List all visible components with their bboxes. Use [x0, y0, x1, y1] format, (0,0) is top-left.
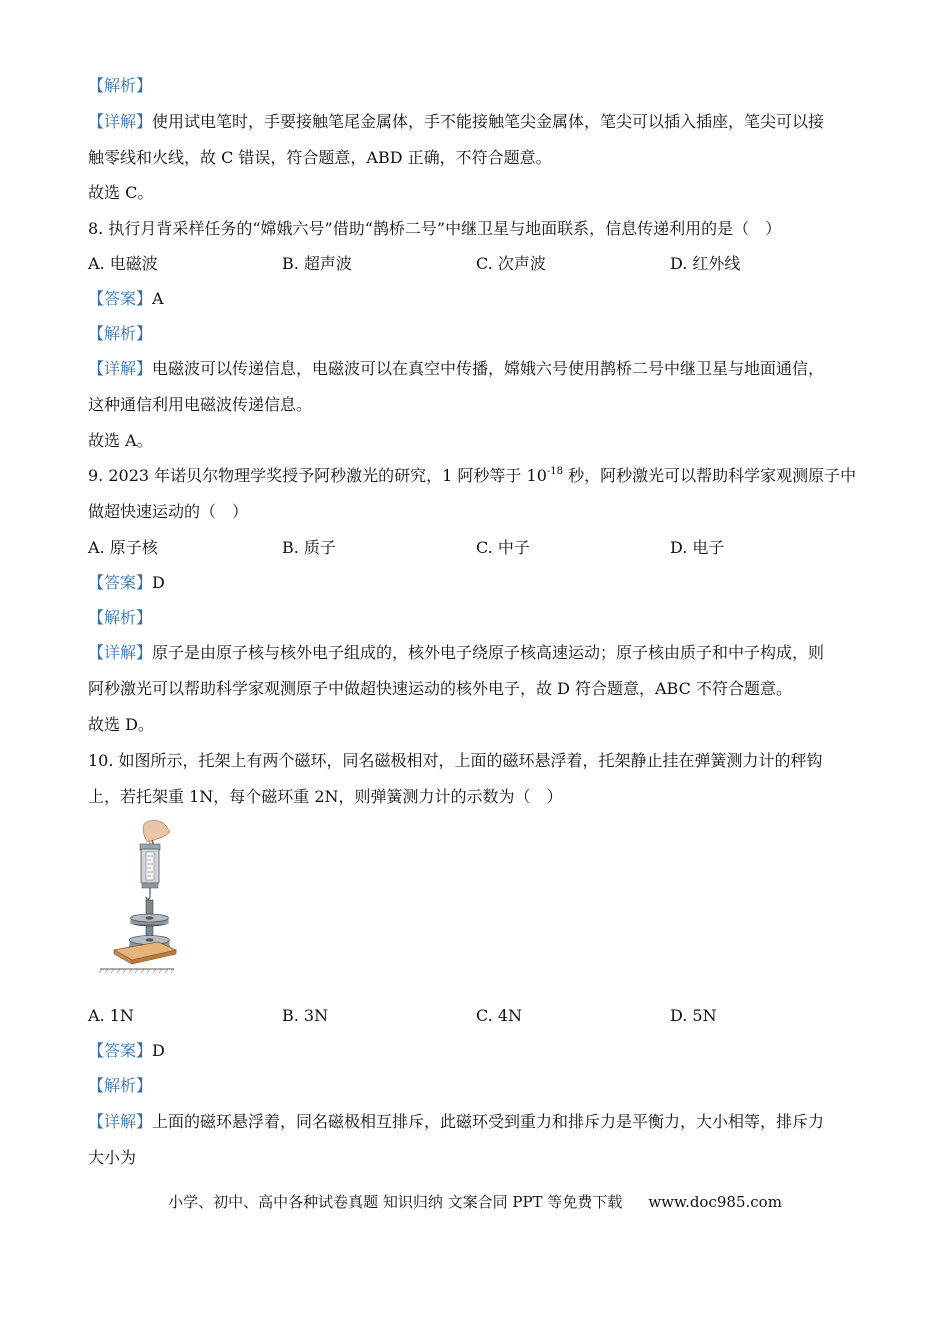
- q7-detail-text-1: 使用试电笔时，手要接触笔尾金属体，手不能接触笔尖金属体，笔尖可以插入插座，笔尖可以接: [152, 112, 825, 131]
- q9-choice: 故选 D。: [88, 715, 154, 734]
- q8-answer-tag: 【答案】: [88, 289, 153, 308]
- footer-text: 小学、初中、高中各种试卷真题 知识归纳 文案合同 PPT 等免费下载: [168, 1193, 623, 1211]
- q7-detail-tag: 【详解】: [88, 112, 153, 131]
- hand-illustration: [143, 820, 170, 844]
- q10-option-c: C. 4N: [476, 1006, 523, 1025]
- q9-detail-line-2: 阿秒激光可以帮助科学家观测原子中做超快速运动的核外电子，故 D 符合题意，ABC 不符合题意。: [88, 679, 792, 698]
- q9-option-d: D. 电子: [670, 538, 725, 557]
- q8-option-b: B. 超声波: [282, 254, 352, 273]
- q10-stem-line-1: 10. 如图所示，托架上有两个磁环，同名磁极相对，上面的磁环悬浮着，托架静止挂在弹簧测力计的秤钩: [88, 751, 823, 770]
- q10-answer-line: [88, 1040, 165, 1062]
- page-footer: [0, 1191, 950, 1212]
- q8-option-d: D. 红外线: [670, 254, 741, 273]
- q9-stem-part-1: 9. 2023 年诺贝尔物理学奖授予阿秒激光的研究，1 阿秒等于 10: [88, 466, 547, 485]
- q7-choice: 故选 C。: [88, 183, 154, 202]
- q10-option-b: B. 3N: [282, 1006, 329, 1025]
- q9-detail-text-1: 原子是由原子核与核外电子组成的，核外电子绕原子核高速运动；原子核由质子和中子构成，则: [152, 643, 825, 662]
- q9-detail-line-1: [88, 642, 824, 664]
- q9-answer-line: [88, 572, 165, 594]
- q8-choice: 故选 A。: [88, 431, 153, 450]
- q10-option-a: A. 1N: [88, 1006, 134, 1025]
- q9-stem-part-2: 秒，阿秒激光可以帮助科学家观测原子中: [562, 466, 857, 485]
- upper-magnet-ring: [131, 914, 169, 926]
- q7-analysis-tag: 【解析】: [88, 76, 153, 95]
- ground-line: [99, 969, 174, 973]
- q9-answer-tag: 【答案】: [88, 573, 153, 592]
- q8-option-a: A. 电磁波: [88, 254, 158, 273]
- q9-stem-exponent: -18: [546, 466, 563, 477]
- q10-answer: D: [152, 1041, 165, 1060]
- q9-analysis-tag: 【解析】: [88, 608, 153, 627]
- q8-detail-line-2: 这种通信利用电磁波传递信息。: [88, 395, 313, 414]
- q8-answer-line: [88, 288, 164, 310]
- q9-stem-line-2: 做超快速运动的（ ）: [88, 502, 249, 521]
- q7-detail-line-2: 触零线和火线，故 C 错误，符合题意，ABD 正确，不符合题意。: [88, 148, 552, 167]
- q9-answer: D: [152, 573, 165, 592]
- q9-option-b: B. 质子: [282, 538, 336, 557]
- q10-stem-line-2: 上，若托架重 1N，每个磁环重 2N，则弹簧测力计的示数为（ ）: [88, 787, 563, 806]
- q10-detail-line-1: [88, 1111, 824, 1133]
- q9-detail-tag: 【详解】: [88, 643, 153, 662]
- bottom-hook: [146, 888, 150, 899]
- q10-detail-tag: 【详解】: [88, 1112, 153, 1131]
- spring-scale: [140, 844, 160, 888]
- q8-option-c: C. 次声波: [476, 254, 546, 273]
- q9-stem-line-1: [88, 465, 856, 487]
- spring-scale-magnet-figure: [96, 818, 178, 978]
- q10-answer-tag: 【答案】: [88, 1041, 153, 1060]
- q8-stem: 8. 执行月背采样任务的“嫦娥六号”借助“鹊桥二号”中继卫星与地面联系，信息传递利用的是（ ）: [88, 219, 782, 238]
- q7-detail-line-1: [88, 111, 824, 133]
- q10-option-d: D. 5N: [670, 1006, 717, 1025]
- q8-answer: A: [152, 289, 164, 308]
- q8-detail-text-1: 电磁波可以传递信息，电磁波可以在真空中传播，嫦娥六号使用鹊桥二号中继卫星与地面通信，: [152, 359, 825, 378]
- q9-option-a: A. 原子核: [88, 538, 158, 557]
- q10-detail-line-2: 大小为: [88, 1148, 137, 1167]
- q8-detail-tag: 【详解】: [88, 359, 153, 378]
- q10-detail-text-1: 上面的磁环悬浮着，同名磁极相互排斥，此磁环受到重力和排斥力是平衡力，大小相等，排斥力: [152, 1112, 825, 1131]
- q8-analysis-tag: 【解析】: [88, 324, 153, 343]
- q9-option-c: C. 中子: [476, 538, 530, 557]
- q10-analysis-tag: 【解析】: [88, 1076, 153, 1095]
- q8-detail-line-1: [88, 358, 824, 380]
- footer-url[interactable]: www.doc985.com: [648, 1193, 782, 1211]
